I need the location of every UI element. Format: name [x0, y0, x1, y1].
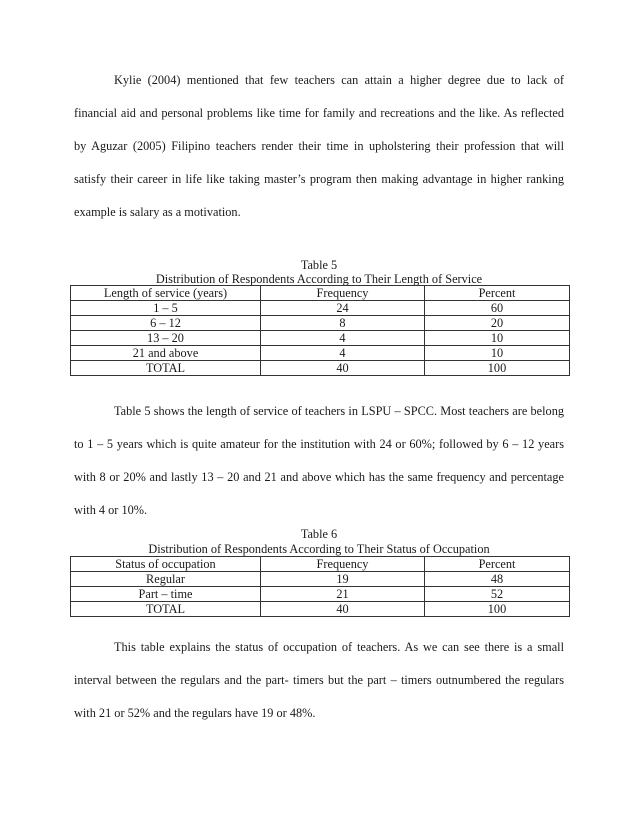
- table-6-status-of-occupation: [70, 556, 570, 617]
- table-row: [71, 331, 570, 346]
- table-6-title: Table 6: [300, 527, 338, 541]
- table-cell: 20: [425, 316, 570, 331]
- column-header: Frequency: [261, 286, 425, 301]
- table-header-row: [71, 557, 570, 572]
- table-cell: 40: [261, 602, 425, 617]
- table-5-subtitle: Distribution of Respondents According to Their Length of Service: [155, 272, 483, 286]
- table-cell: 21: [261, 587, 425, 602]
- table-header-row: [71, 286, 570, 301]
- table-row: [71, 316, 570, 331]
- table-total-row: [71, 361, 570, 376]
- table-cell: 1 – 5: [71, 301, 261, 316]
- table-cell: 48: [425, 572, 570, 587]
- table-cell: TOTAL: [71, 602, 261, 617]
- table-cell: 19: [261, 572, 425, 587]
- table-cell: 24: [261, 301, 425, 316]
- table-5-title: Table 5: [300, 258, 338, 272]
- column-header: Percent: [425, 286, 570, 301]
- table-cell: 100: [425, 361, 570, 376]
- table-cell: 13 – 20: [71, 331, 261, 346]
- table-cell: 100: [425, 602, 570, 617]
- table-cell: 4: [261, 331, 425, 346]
- column-header: Length of service (years): [71, 286, 261, 301]
- table-6-subtitle: Distribution of Respondents According to Their Status of Occupation: [148, 542, 490, 556]
- column-header: Status of occupation: [71, 557, 261, 572]
- table-cell: 10: [425, 331, 570, 346]
- table-cell: Part – time: [71, 587, 261, 602]
- table-5-length-of-service: [70, 285, 570, 376]
- table-cell: 10: [425, 346, 570, 361]
- column-header: Percent: [425, 557, 570, 572]
- table-cell: 52: [425, 587, 570, 602]
- table-row: [71, 572, 570, 587]
- paragraph-literature-review: Kylie (2004) mentioned that few teachers can attain a higher degree due to lack of financial aid and personal problems like time for family and recreations and the like. As reflected by Aguzar (2005) Filipino teachers render their time in upholstering their profession that will satisfy their career in life like taking master’s program then making advantage in higher ranking example is salary as a motivation.: [74, 73, 564, 219]
- column-header: Frequency: [261, 557, 425, 572]
- table-row: [71, 301, 570, 316]
- table-row: [71, 587, 570, 602]
- table-cell: 8: [261, 316, 425, 331]
- paragraph-table-5-discussion: Table 5 shows the length of service of teachers in LSPU – SPCC. Most teachers are belong to 1 – 5 years which is quite amateur for the institution with 24 or 60%; followed by 6 – 12 years with 8 or 20% and lastly 13 – 20 and 21 and above which has the same frequency and percentage with 4 or 10%.: [74, 404, 564, 517]
- table-cell: 6 – 12: [71, 316, 261, 331]
- table-cell: TOTAL: [71, 361, 261, 376]
- table-cell: 40: [261, 361, 425, 376]
- table-total-row: [71, 602, 570, 617]
- table-cell: 21 and above: [71, 346, 261, 361]
- paragraph-table-6-discussion: This table explains the status of occupation of teachers. As we can see there is a small interval between the regulars and the part- timers but the part – timers outnumbered the regulars with 21 or 52% and the regulars have 19 or 48%.: [74, 640, 564, 720]
- table-cell: Regular: [71, 572, 261, 587]
- table-row: [71, 346, 570, 361]
- table-cell: 4: [261, 346, 425, 361]
- table-cell: 60: [425, 301, 570, 316]
